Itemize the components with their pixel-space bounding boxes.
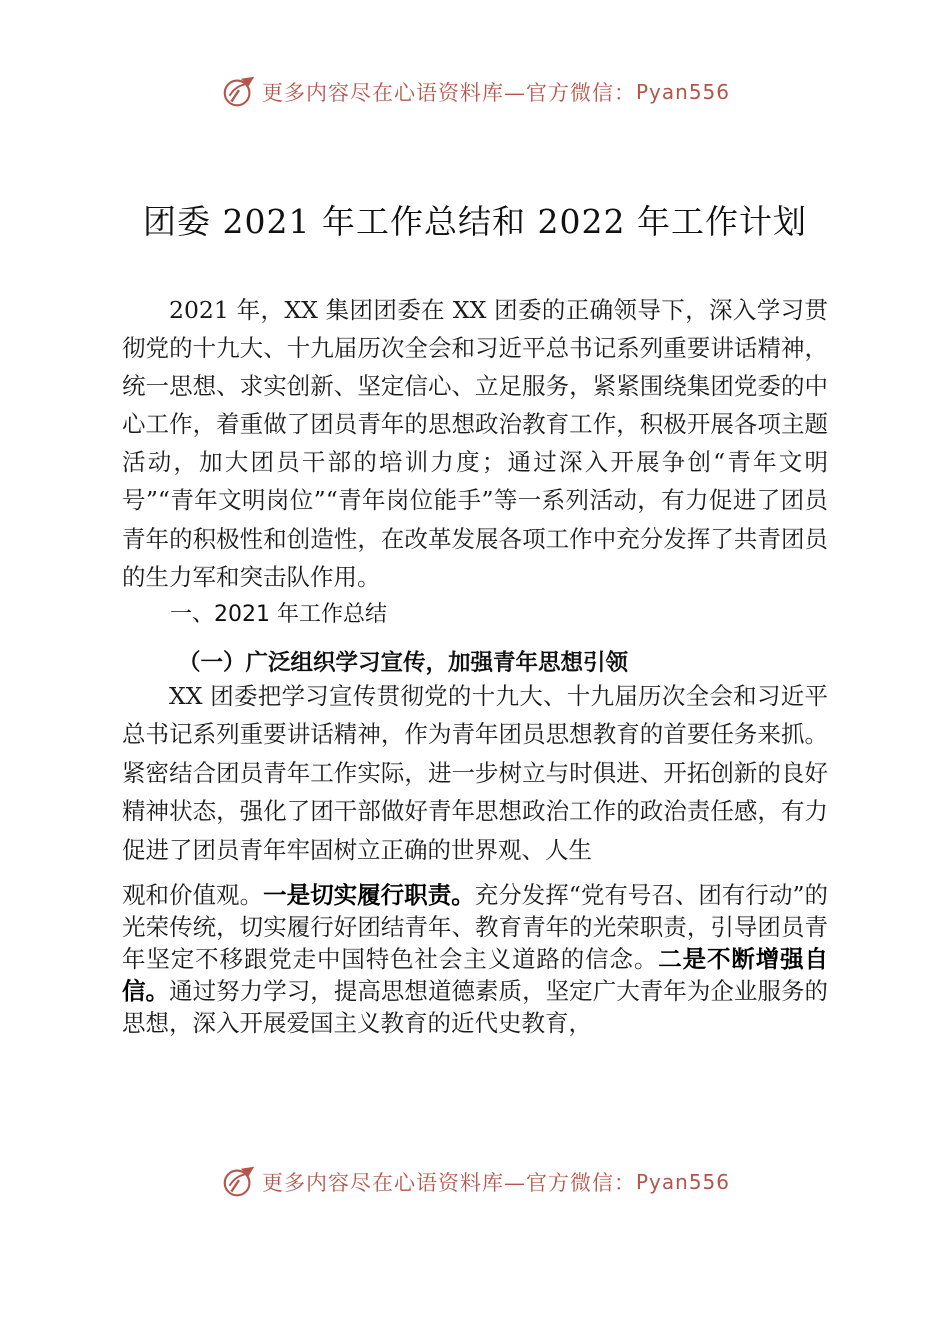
watermark-text: 更多内容尽在心语资料库—官方微信： xyxy=(261,1171,636,1195)
point-label: 二是不断增强自信。 xyxy=(122,945,828,1006)
point-label: 一是切实履行职责。 xyxy=(263,881,475,910)
point-text: 通过努力学习，提高思想道德素质，坚定广大青年为企业服务的思想，深入开展爱国主义教育的近代史教育， xyxy=(122,977,829,1038)
document-title: 团委 2021 年工作总结和 2022 年工作计划 xyxy=(143,202,807,241)
pen-logo-icon xyxy=(220,1163,258,1201)
subsection-paragraph xyxy=(122,677,828,1039)
watermark-wechat: Pyan556 xyxy=(635,1170,730,1194)
intro-paragraph: 2021 年，XX 集团团委在 XX 团委的正确领导下，深入学习贯彻党的十九大、十九届历次全会和习近平总书记系列重要讲话精神，统一思想、求实创新、坚定信心、立足服务，紧紧围绕集团党委的中心工作，着重做了团员青年的思想政治教育工作，积极开展各项主题活动，加大团员干部的培训力度；通过深入开展争创“青年文明号”“青年文明岗位”“青年岗位能手”等一系列活动，有力促进了团员青年的积极性和创造性，在改革发展各项工作中充分发挥了共青团员的生力军和突击队作用。 xyxy=(122,296,828,591)
watermark-wechat: Pyan556 xyxy=(635,80,730,104)
pen-logo-icon xyxy=(220,73,258,111)
paragraph-continuation xyxy=(122,879,828,1039)
header-watermark xyxy=(0,72,950,112)
subsection-heading: （一）广泛组织学习宣传，加强青年思想引领 xyxy=(178,650,629,676)
point-text: 充分发挥“党有号召、团有行动”的光荣传统，切实履行好团结青年、教育青年的光荣职责，引导团员青年坚定不移跟党走中国特色社会主义道路的信念。 xyxy=(122,881,828,974)
paragraph-text: XX 团委把学习宣传贯彻党的十九大、十九届历次全会和习近平总书记系列重要讲话精神，作为青年团员思想教育的首要任务来抓。紧密结合团员青年工作实际，进一步树立与时俱进、开拓创新的良好精神状态，强化了团干部做好青年思想政治工作的政治责任感，有力促进了团员青年牢固树立正确的世界观、人生 xyxy=(122,682,828,864)
watermark-text: 更多内容尽在心语资料库—官方微信： xyxy=(261,81,636,105)
section-heading: 一、2021 年工作总结 xyxy=(170,602,387,627)
footer-watermark xyxy=(0,1162,950,1202)
paragraph-text: 观和价值观。 xyxy=(122,881,264,910)
